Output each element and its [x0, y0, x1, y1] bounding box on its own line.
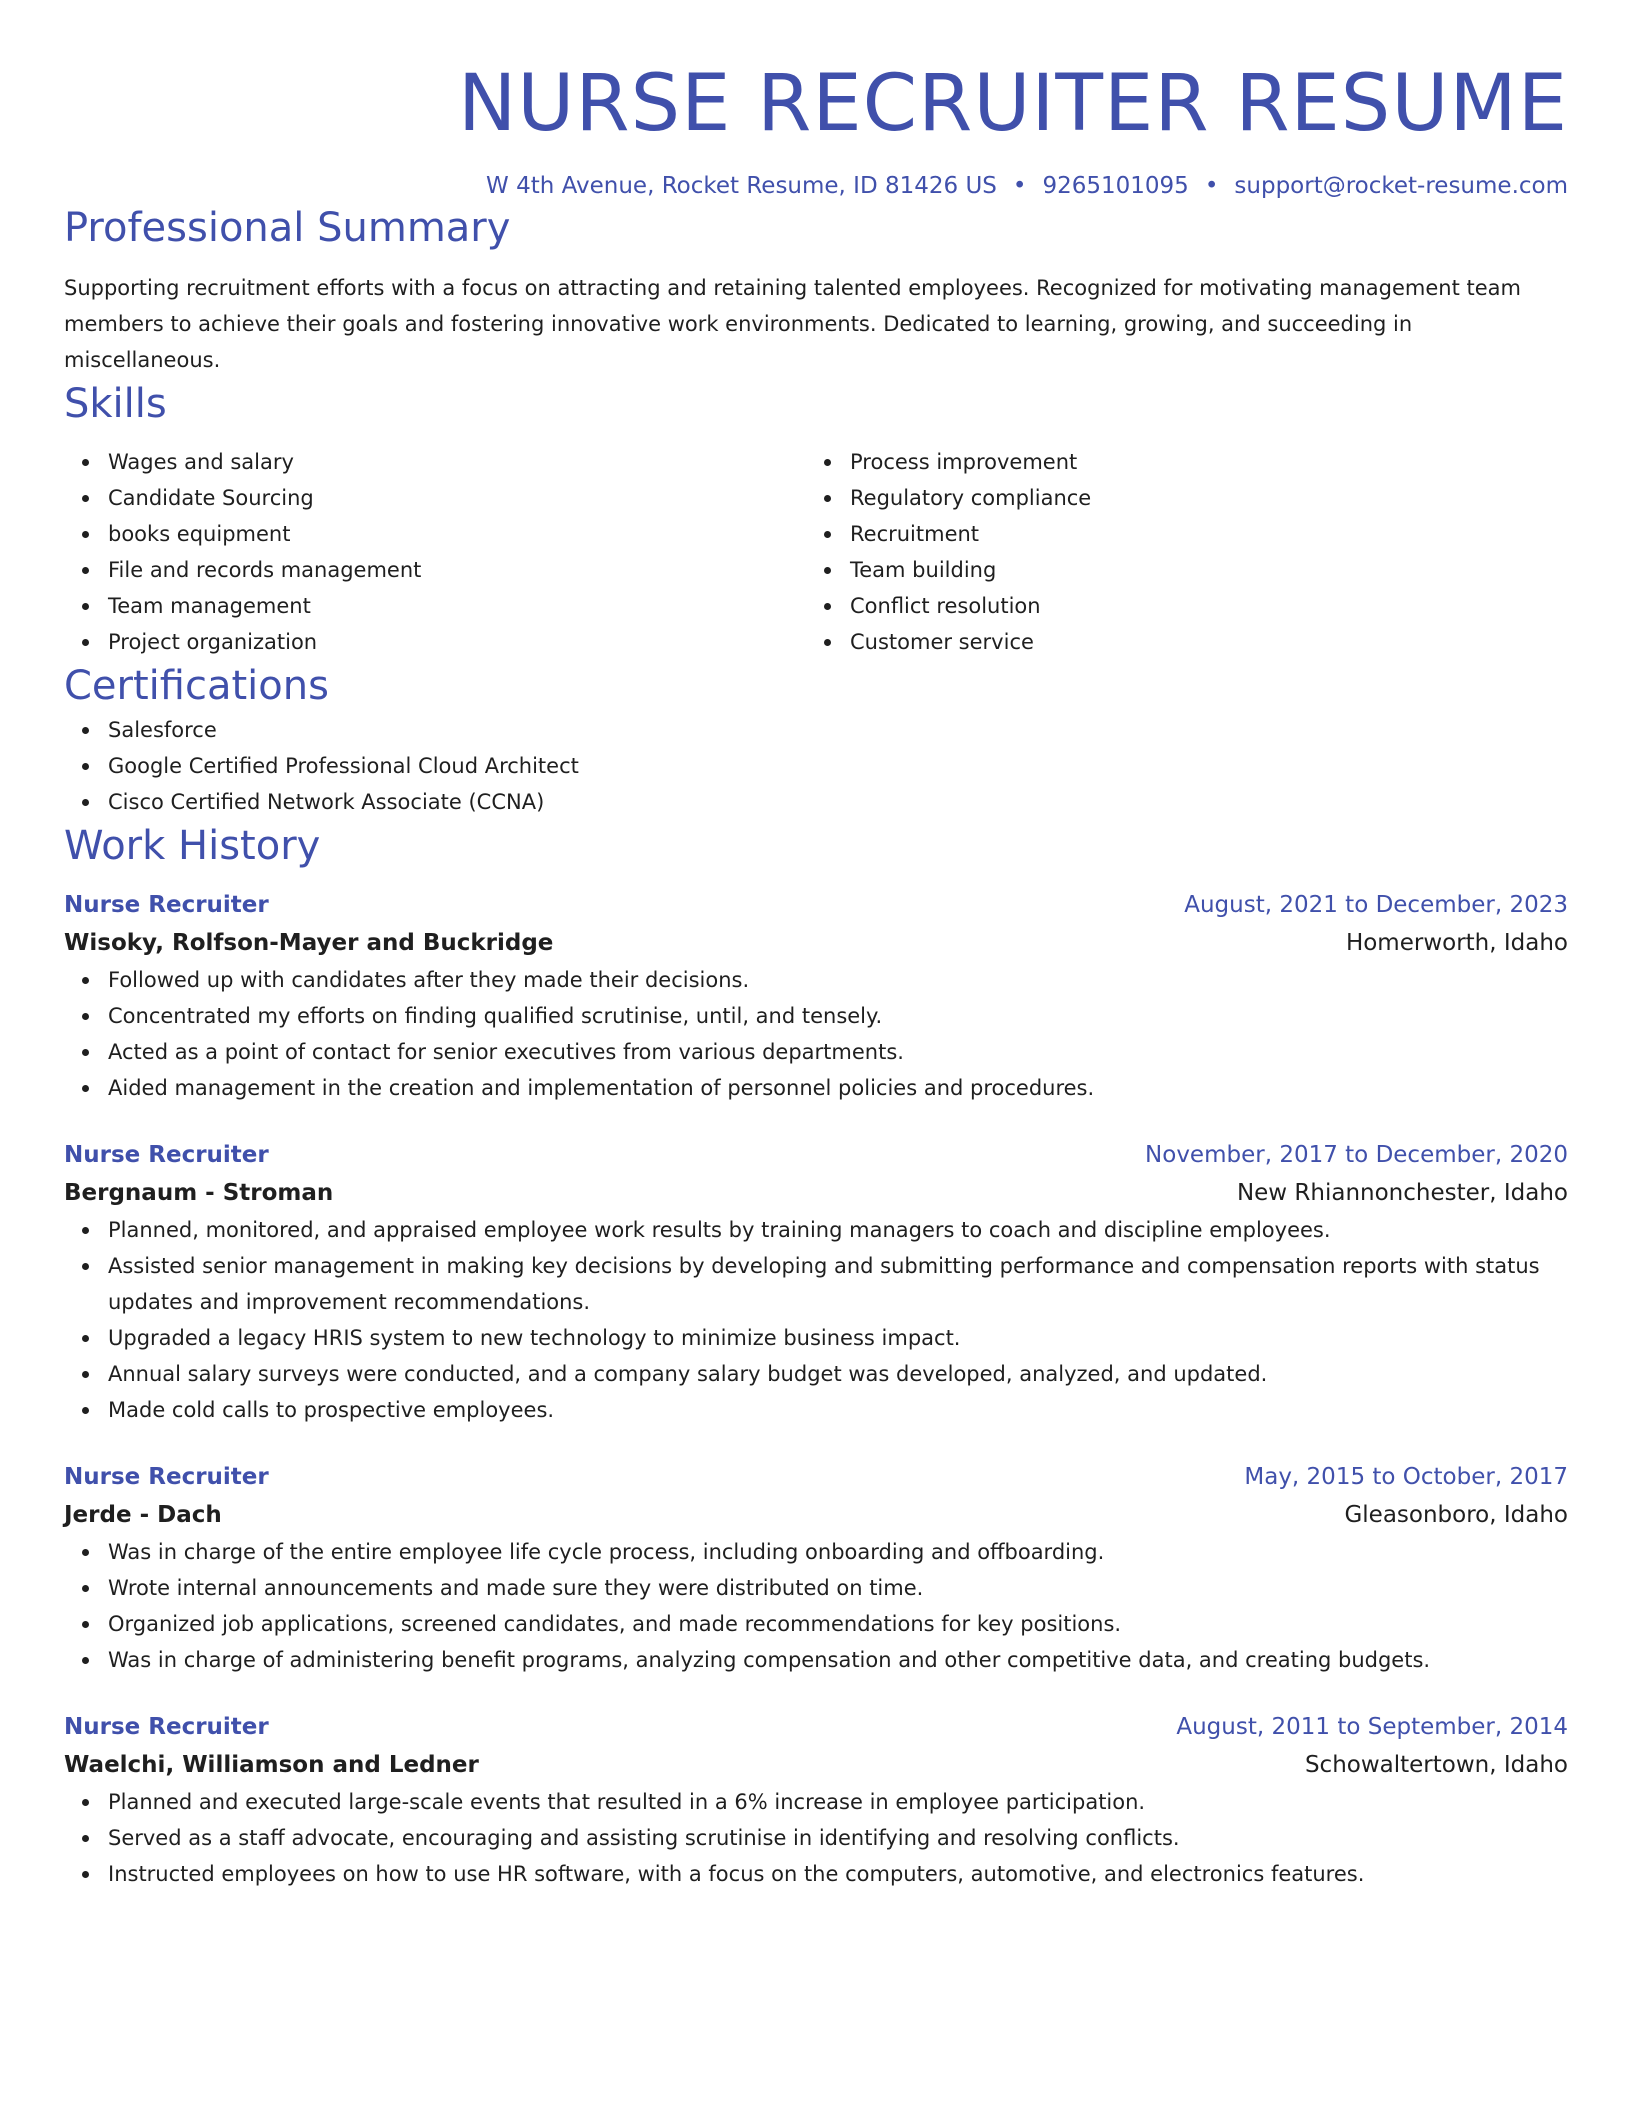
resume-title: NURSE RECRUITER RESUME — [457, 59, 1568, 149]
job-location: Gleasonboro, Idaho — [1344, 1502, 1568, 1528]
job-dates: August, 2011 to September, 2014 — [1176, 1714, 1568, 1740]
skills-heading: Skills — [64, 381, 167, 427]
job-dates: November, 2017 to December, 2020 — [1145, 1142, 1568, 1168]
certifications-list — [64, 712, 1568, 820]
certifications-heading: Certifications — [64, 663, 329, 709]
job-bullet: Wrote internal announcements and made sure they were distributed on time. — [108, 1570, 1568, 1606]
resume-page — [64, 0, 1568, 1892]
job-bullet: Annual salary surveys were conducted, and a company salary budget was developed, analyzed, and updated. — [108, 1356, 1568, 1392]
skills-column-right — [806, 444, 1548, 660]
job-company-row — [64, 1174, 1568, 1212]
job-bullet: Served as a staff advocate, encouraging and assisting scrutinise in identifying and resolving conflicts. — [108, 1820, 1568, 1856]
job-bullets — [64, 962, 1568, 1106]
contact-separator: • — [1012, 173, 1027, 199]
skill-item: File and records management — [108, 552, 806, 588]
job-dates: August, 2021 to December, 2023 — [1184, 892, 1568, 918]
job-bullet: Concentrated my efforts on finding qualified scrutinise, until, and tensely. — [108, 998, 1568, 1034]
skill-item: Process improvement — [850, 444, 1548, 480]
job-entry — [64, 1136, 1568, 1428]
skill-item: Recruitment — [850, 516, 1548, 552]
job-bullet: Planned and executed large-scale events that resulted in a 6% increase in employee participation. — [108, 1784, 1568, 1820]
job-location: Schowaltertown, Idaho — [1304, 1752, 1568, 1778]
skills-list-right — [806, 444, 1548, 660]
contact-separator: • — [1204, 173, 1219, 199]
job-bullets — [64, 1784, 1568, 1892]
job-header-row — [64, 1136, 1568, 1174]
certification-item: Cisco Certified Network Associate (CCNA) — [108, 784, 1568, 820]
job-location: Homerworth, Idaho — [1345, 930, 1568, 956]
job-company: Wisoky, Rolfson-Mayer and Buckridge — [64, 930, 554, 956]
job-bullet: Was in charge of administering benefit programs, analyzing compensation and other competitive data, and creating budgets. — [108, 1642, 1568, 1678]
skill-item: Team building — [850, 552, 1548, 588]
job-bullet: Upgraded a legacy HRIS system to new technology to minimize business impact. — [108, 1320, 1568, 1356]
skill-item: books equipment — [108, 516, 806, 552]
skill-item: Regulatory compliance — [850, 480, 1548, 516]
job-title: Nurse Recruiter — [64, 1714, 269, 1740]
skills-column-left — [64, 444, 806, 660]
skill-item: Wages and salary — [108, 444, 806, 480]
skills-grid — [64, 444, 1568, 660]
certification-item: Google Certified Professional Cloud Architect — [108, 748, 1568, 784]
job-bullet: Organized job applications, screened candidates, and made recommendations for key positions. — [108, 1606, 1568, 1642]
job-company: Bergnaum - Stroman — [64, 1180, 334, 1206]
job-bullet: Followed up with candidates after they made their decisions. — [108, 962, 1568, 998]
job-dates: May, 2015 to October, 2017 — [1244, 1464, 1568, 1490]
skill-item: Candidate Sourcing — [108, 480, 806, 516]
job-company-row — [64, 924, 1568, 962]
job-bullets — [64, 1212, 1568, 1428]
contact-phone: 9265101095 — [1042, 173, 1189, 199]
work-history-heading: Work History — [64, 823, 321, 869]
job-entry — [64, 886, 1568, 1106]
job-header-row — [64, 886, 1568, 924]
job-bullet: Acted as a point of contact for senior executives from various departments. — [108, 1034, 1568, 1070]
job-entry — [64, 1458, 1568, 1678]
contact-line — [64, 170, 1568, 202]
summary-text: Supporting recruitment efforts with a focus on attracting and retaining talented employees. Recognized for motivating management team members to achieve their goals and fostering innovative work environments. Dedicated to learning, growing, and succeeding in miscellaneous. — [64, 276, 1521, 372]
job-title: Nurse Recruiter — [64, 1142, 269, 1168]
job-company-row — [64, 1746, 1568, 1784]
job-bullet: Planned, monitored, and appraised employee work results by training managers to coach and discipline employees. — [108, 1212, 1568, 1248]
job-bullet: Was in charge of the entire employee life cycle process, including onboarding and offboarding. — [108, 1534, 1568, 1570]
skill-item: Project organization — [108, 624, 806, 660]
job-bullet: Instructed employees on how to use HR software, with a focus on the computers, automotive, and electronics features. — [108, 1856, 1568, 1892]
job-bullet: Made cold calls to prospective employees. — [108, 1392, 1568, 1428]
skills-list-left — [64, 444, 806, 660]
skill-item: Team management — [108, 588, 806, 624]
job-title: Nurse Recruiter — [64, 1464, 269, 1490]
job-header-row — [64, 1458, 1568, 1496]
job-company-row — [64, 1496, 1568, 1534]
job-entry — [64, 1708, 1568, 1892]
job-location: New Rhiannonchester, Idaho — [1236, 1180, 1568, 1206]
skill-item: Conflict resolution — [850, 588, 1548, 624]
job-bullets — [64, 1534, 1568, 1678]
summary-heading: Professional Summary — [64, 205, 511, 251]
job-bullet: Assisted senior management in making key decisions by developing and submitting performance and compensation reports with status updates and improvement recommendations. — [108, 1248, 1568, 1320]
skill-item: Customer service — [850, 624, 1548, 660]
certification-item: Salesforce — [108, 712, 1568, 748]
job-header-row — [64, 1708, 1568, 1746]
job-bullet: Aided management in the creation and implementation of personnel policies and procedures. — [108, 1070, 1568, 1106]
job-title: Nurse Recruiter — [64, 892, 269, 918]
contact-email[interactable]: support@rocket-resume.com — [1234, 173, 1568, 199]
contact-address: W 4th Avenue, Rocket Resume, ID 81426 US — [486, 173, 997, 199]
job-company: Jerde - Dach — [64, 1502, 222, 1528]
job-company: Waelchi, Williamson and Ledner — [64, 1752, 479, 1778]
